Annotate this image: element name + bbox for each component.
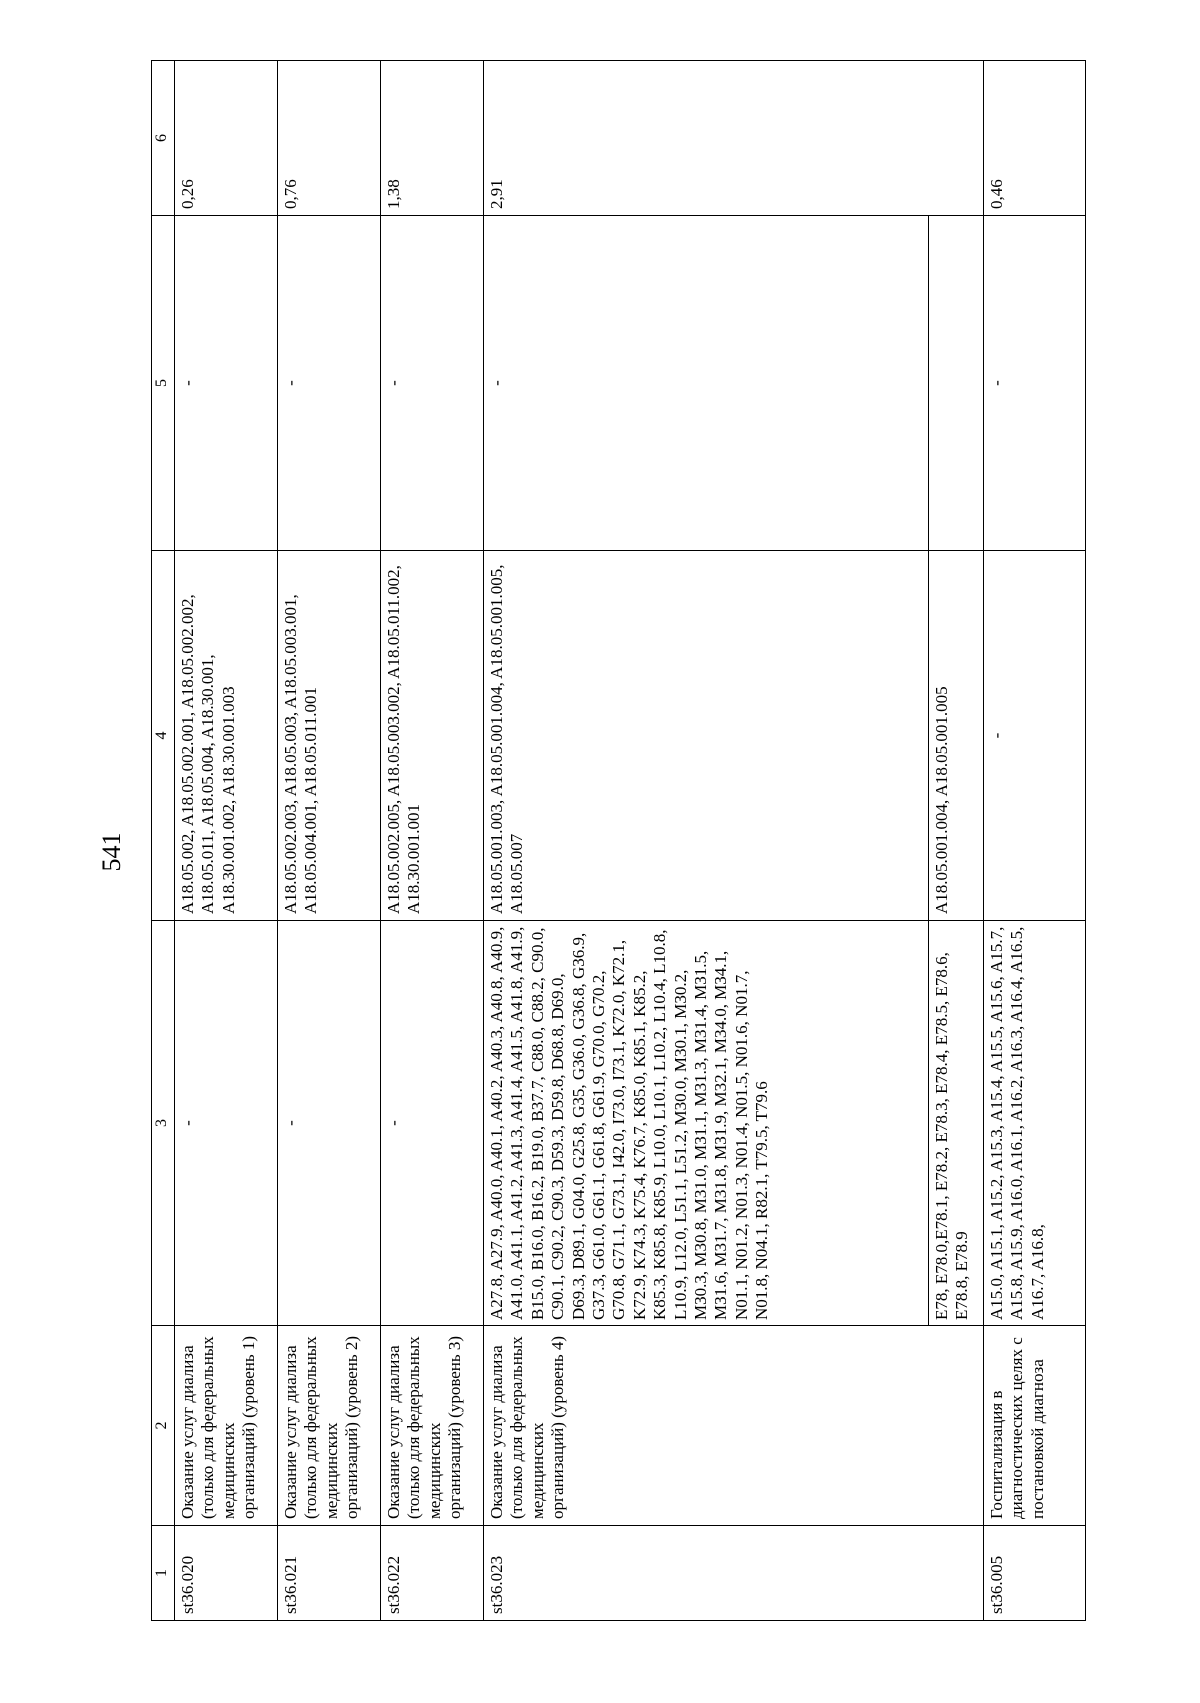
page-number: 541 xyxy=(97,832,126,872)
row-name: Госпитализация в диагностических целях с постановкой диагноза xyxy=(984,1326,1086,1526)
row-services: A18.05.001.004, A18.05.001.005 xyxy=(929,551,984,921)
table-row xyxy=(381,61,484,1621)
tariff-table xyxy=(151,60,1086,1621)
row-services: A18.05.002.005, A18.05.003.002, A18.05.011.002, A18.30.001.001 xyxy=(381,551,484,921)
row-code: st36.023 xyxy=(484,1526,984,1621)
row-coef: 2,91 xyxy=(484,61,984,216)
header-col-4: 4 xyxy=(152,551,175,921)
table-row xyxy=(278,61,381,1621)
table-row xyxy=(484,61,929,1621)
row-other xyxy=(929,216,984,551)
row-services: A18.05.001.003, A18.05.001.004, A18.05.001.005, A18.05.007 xyxy=(484,551,929,921)
header-col-6: 6 xyxy=(152,61,175,216)
header-col-3: 3 xyxy=(152,921,175,1326)
row-name: Оказание услуг диализа (только для федеральных медицинских организаций) (уровень 1) xyxy=(175,1326,278,1526)
rotated-table-container xyxy=(151,61,1086,1621)
row-services: - xyxy=(984,551,1086,921)
row-diagnoses: E78, E78.0,E78.1, E78.2, E78.3, E78.4, E78.5, E78.6, E78.8, E78.9 xyxy=(929,921,984,1326)
row-code: st36.022 xyxy=(381,1526,484,1621)
table-row xyxy=(175,61,278,1621)
header-col-1: 1 xyxy=(152,1526,175,1621)
row-other: - xyxy=(278,216,381,551)
header-row xyxy=(152,61,175,1621)
row-name: Оказание услуг диализа (только для федеральных медицинских организаций) (уровень 3) xyxy=(381,1326,484,1526)
row-diagnoses: - xyxy=(381,921,484,1326)
row-name: Оказание услуг диализа (только для федеральных медицинских организаций) (уровень 2) xyxy=(278,1326,381,1526)
header-col-5: 5 xyxy=(152,216,175,551)
row-other: - xyxy=(175,216,278,551)
row-code: st36.005 xyxy=(984,1526,1086,1621)
row-other: - xyxy=(484,216,929,551)
row-services: A18.05.002, A18.05.002.001, A18.05.002.002, A18.05.011, A18.05.004, A18.30.001, A18.30.001.002, A18.30.001.003 xyxy=(175,551,278,921)
row-coef: 0,76 xyxy=(278,61,381,216)
row-other: - xyxy=(984,216,1086,551)
row-coef: 0,26 xyxy=(175,61,278,216)
row-diagnoses: A27.8, A27.9, A40.0, A40.1, A40.2, A40.3, A40.8, A40.9, A41.0, A41.1, A41.2, A41.3, A41.4, A41.5, A41.8, A41.9, B15.0, B16.0, B16.2, B19.0, B37.7, C88.0, C88.2, C90.0, C90.1, C90.2, C90.3, D59.3, D59.8, D68.8, D69.0, D69.3, D89.1, G04.0, G25.8, G35, G36.0, G36.8, G36.9, G37.3, G61.0, G61.1, G61.8, G61.9, G70.0, G70.2, G70.8, G71.1, G73.1, I42.0, I73.0, I73.1, K72.0, K72.1, K72.9, K74.3, K75.4, K76.7, K85.0, K85.1, K85.2, K85.3, K85.8, K85.9, L10.0, L10.1, L10.2, L10.4, L10.8, L10.9, L12.0, L51.1, L51.2, M30.0, M30.1, M30.2, M30.3, M30.8, M31.0, M31.1, M31.3, M31.4, M31.5, M31.6, M31.7, M31.8, M31.9, M32.1, M34.0, M34.1, N01.1, N01.2, N01.3, N01.4, N01.5, N01.6, N01.7, N01.8, N04.1, R82.1, T79.5, T79.6 xyxy=(484,921,929,1326)
table-row xyxy=(984,61,1086,1621)
row-name: Оказание услуг диализа (только для федеральных медицинских организаций) (уровень 4) xyxy=(484,1326,984,1526)
row-services: A18.05.002.003, A18.05.003, A18.05.003.001, A18.05.004.001, A18.05.011.001 xyxy=(278,551,381,921)
row-diagnoses: A15.0, A15.1, A15.2, A15.3, A15.4, A15.5, A15.6, A15.7, A15.8, A15.9, A16.0, A16.1, A16.2, A16.3, A16.4, A16.5, A16.7, A16.8, xyxy=(984,921,1086,1326)
row-code: st36.020 xyxy=(175,1526,278,1621)
row-coef: 0,46 xyxy=(984,61,1086,216)
row-code: st36.021 xyxy=(278,1526,381,1621)
header-col-2: 2 xyxy=(152,1326,175,1526)
row-coef: 1,38 xyxy=(381,61,484,216)
row-diagnoses: - xyxy=(278,921,381,1326)
row-diagnoses: - xyxy=(175,921,278,1326)
row-other: - xyxy=(381,216,484,551)
